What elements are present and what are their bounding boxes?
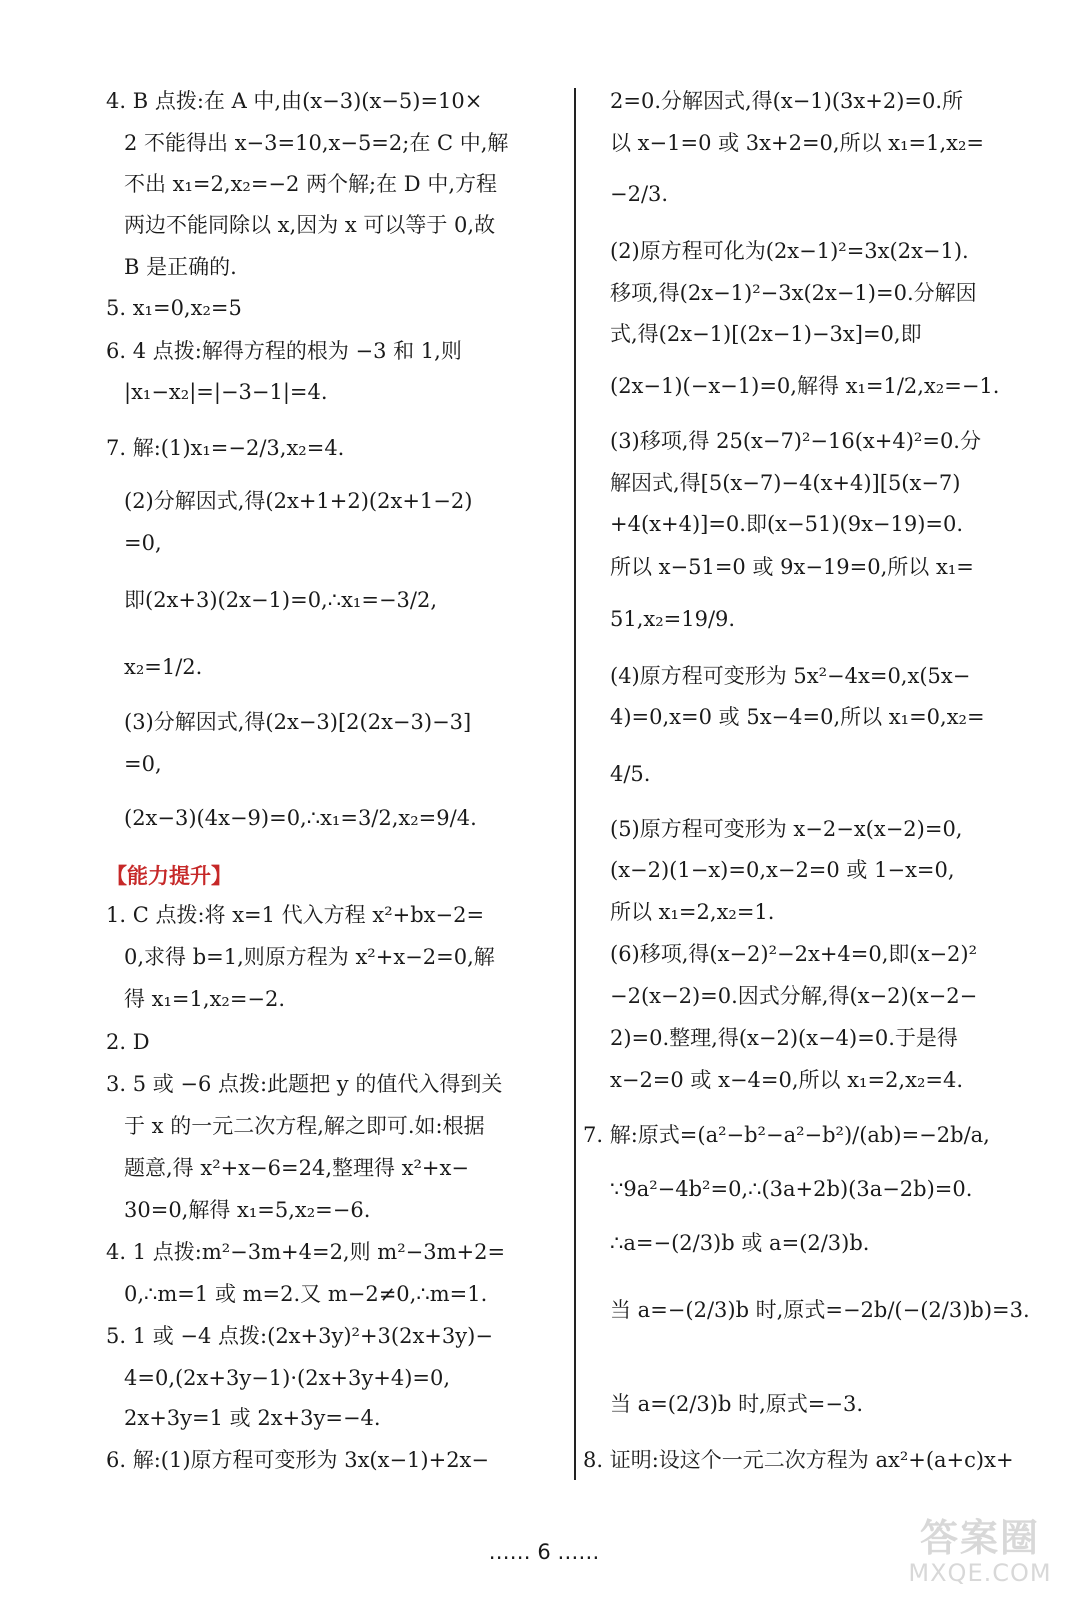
right-line-3: −2/3.: [610, 182, 669, 206]
left-line-12: 即(2x+3)(2x−1)=0,∴x₁=−3/2,: [124, 588, 438, 612]
right-line-15: 4/5.: [610, 762, 651, 786]
right-line-6: 式,得(2x−1)[(2x−1)−3x]=0,即: [610, 322, 922, 346]
left-line-21: 3. 5 或 −6 点拨:此题把 y 的值代入得到关: [106, 1072, 503, 1096]
right-line-19: (6)移项,得(x−2)²−2x+4=0,即(x−2)²: [610, 942, 978, 966]
left-line-5: B 是正确的.: [124, 255, 237, 279]
left-line-11: =0,: [124, 531, 162, 555]
right-line-16: (5)原方程可变形为 x−2−x(x−2)=0,: [610, 817, 963, 841]
left-line-8: |x₁−x₂|=|−3−1|=4.: [124, 380, 328, 404]
right-line-8: (3)移项,得 25(x−7)²−16(x+4)²=0.分: [610, 429, 981, 453]
watermark-url: MXQE.COM: [908, 1558, 1052, 1587]
left-line-17: 1. C 点拨:将 x=1 代入方程 x²+bx−2=: [106, 903, 485, 927]
right-line-9: 解因式,得[5(x−7)−4(x+4)][5(x−7): [610, 471, 961, 495]
left-line-25: 4. 1 点拨:m²−3m+4=2,则 m²−3m+2=: [106, 1240, 506, 1264]
left-line-23: 题意,得 x²+x−6=24,整理得 x²+x−: [124, 1156, 469, 1180]
left-line-15: =0,: [124, 752, 162, 776]
left-line-16: (2x−3)(4x−9)=0,∴x₁=3/2,x₂=9/4.: [124, 806, 477, 830]
right-line-26: 当 a=−(2/3)b 时,原式=−2b/(−(2/3)b)=3.: [610, 1298, 1030, 1322]
left-line-26: 0,∴m=1 或 m=2.又 m−2≠0,∴m=1.: [124, 1282, 488, 1306]
right-line-10: +4(x+4)]=0.即(x−51)(9x−19)=0.: [610, 512, 964, 536]
right-line-5: 移项,得(2x−1)²−3x(2x−1)=0.分解因: [610, 281, 977, 305]
left-line-18: 0,求得 b=1,则原方程为 x²+x−2=0,解: [124, 945, 495, 969]
right-line-28: 8. 证明:设这个一元二次方程为 ax²+(a+c)x+: [583, 1448, 1014, 1472]
right-line-7: (2x−1)(−x−1)=0,解得 x₁=1/2,x₂=−1.: [610, 374, 1000, 398]
left-line-13: x₂=1/2.: [124, 655, 203, 679]
left-line-6: 5. x₁=0,x₂=5: [106, 296, 242, 320]
left-line-30: 6. 解:(1)原方程可变形为 3x(x−1)+2x−: [106, 1448, 489, 1472]
right-line-14: 4)=0,x=0 或 5x−4=0,所以 x₁=0,x₂=: [610, 705, 985, 729]
left-line-9: 7. 解:(1)x₁=−2/3,x₂=4.: [106, 436, 345, 460]
left-line-19: 得 x₁=1,x₂=−2.: [124, 987, 286, 1011]
left-line-27: 5. 1 或 −4 点拨:(2x+3y)²+3(2x+3y)−: [106, 1324, 493, 1348]
right-line-21: 2)=0.整理,得(x−2)(x−4)=0.于是得: [610, 1026, 958, 1050]
watermark: [890, 1518, 1070, 1598]
right-line-25: ∴a=−(2/3)b 或 a=(2/3)b.: [610, 1231, 870, 1255]
left-line-1: 4. B 点拨:在 A 中,由(x−3)(x−5)=10×: [106, 89, 483, 113]
page-number: …… 6 ……: [488, 1540, 600, 1564]
right-line-27: 当 a=(2/3)b 时,原式=−3.: [610, 1392, 863, 1416]
right-line-17: (x−2)(1−x)=0,x−2=0 或 1−x=0,: [610, 858, 955, 882]
right-line-23: 7. 解:原式=(a²−b²−a²−b²)/(ab)=−2b/a,: [583, 1123, 990, 1147]
left-line-29: 2x+3y=1 或 2x+3y=−4.: [124, 1406, 381, 1430]
right-line-1: 2=0.分解因式,得(x−1)(3x+2)=0.所: [610, 89, 964, 113]
right-line-13: (4)原方程可变形为 5x²−4x=0,x(5x−: [610, 664, 971, 688]
watermark-logo-text: 答案圈: [919, 1516, 1040, 1560]
right-line-12: 51,x₂=19/9.: [610, 607, 736, 631]
right-line-11: 所以 x−51=0 或 9x−19=0,所以 x₁=: [610, 555, 974, 579]
left-line-24: 30=0,解得 x₁=5,x₂=−6.: [124, 1198, 371, 1222]
section-heading: 【能力提升】: [106, 864, 232, 888]
right-line-24: ∵9a²−4b²=0,∴(3a+2b)(3a−2b)=0.: [610, 1177, 973, 1201]
left-line-3: 不出 x₁=2,x₂=−2 两个解;在 D 中,方程: [124, 172, 497, 196]
left-line-28: 4=0,(2x+3y−1)·(2x+3y+4)=0,: [124, 1366, 451, 1390]
column-divider: [574, 88, 576, 1480]
right-line-4: (2)原方程可化为(2x−1)²=3x(2x−1).: [610, 239, 969, 263]
right-line-20: −2(x−2)=0.因式分解,得(x−2)(x−2−: [610, 984, 978, 1008]
right-line-2: 以 x−1=0 或 3x+2=0,所以 x₁=1,x₂=: [610, 131, 985, 155]
left-line-20: 2. D: [106, 1030, 150, 1054]
right-line-18: 所以 x₁=2,x₂=1.: [610, 900, 775, 924]
left-line-4: 两边不能同除以 x,因为 x 可以等于 0,故: [124, 213, 496, 237]
left-line-7: 6. 4 点拨:解得方程的根为 −3 和 1,则: [106, 339, 462, 363]
left-line-10: (2)分解因式,得(2x+1+2)(2x+1−2): [124, 489, 473, 513]
right-line-22: x−2=0 或 x−4=0,所以 x₁=2,x₂=4.: [610, 1068, 964, 1092]
left-line-2: 2 不能得出 x−3=10,x−5=2;在 C 中,解: [124, 131, 509, 155]
left-line-14: (3)分解因式,得(2x−3)[2(2x−3)−3]: [124, 710, 472, 734]
left-line-22: 于 x 的一元二次方程,解之即可.如:根据: [124, 1114, 485, 1138]
